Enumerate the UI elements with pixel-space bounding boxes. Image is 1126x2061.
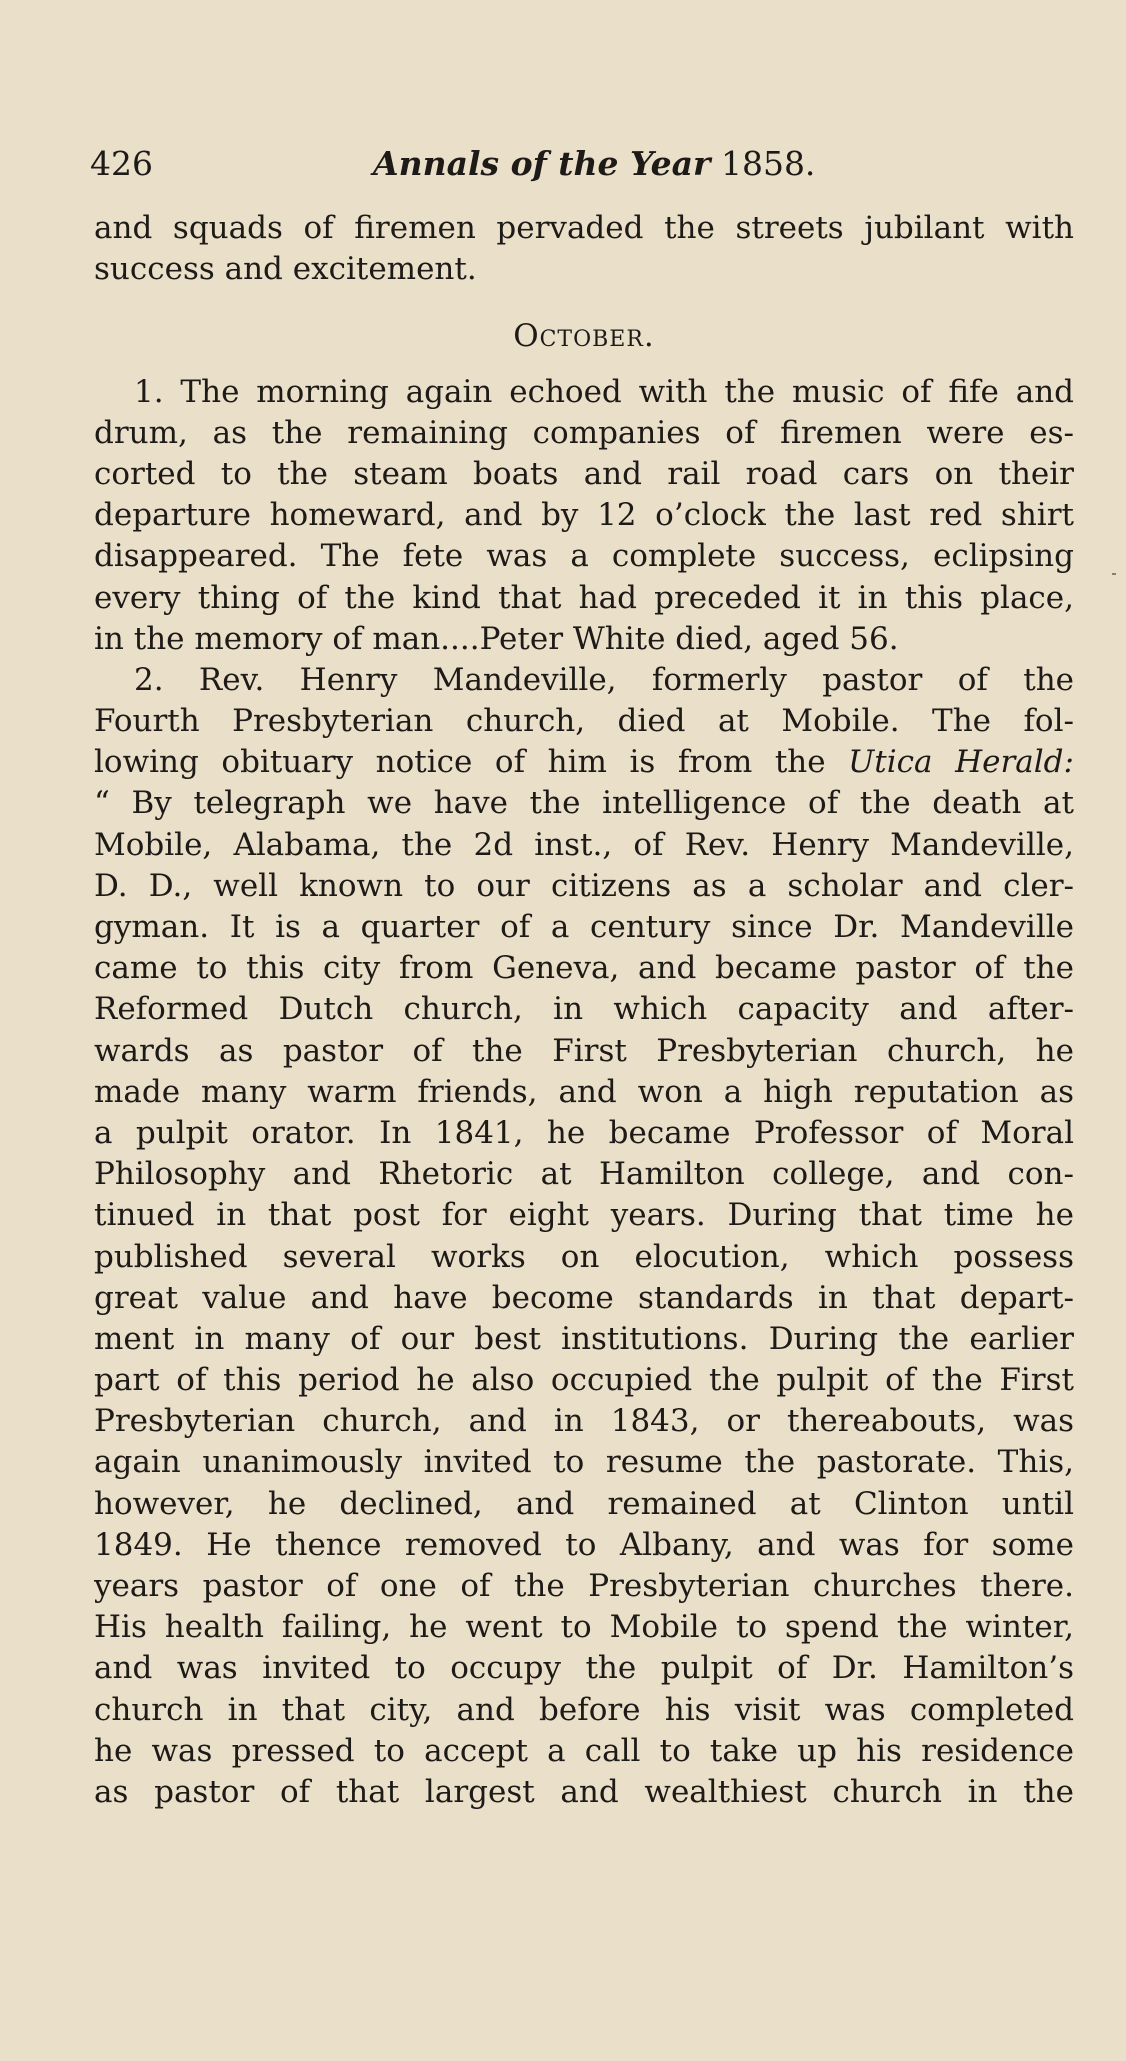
text-line: Presbyterian church, and in 1843, or thereabouts, was — [94, 1403, 1074, 1440]
page-number: 426 — [90, 144, 153, 183]
text-line: 1849. He thence removed to Albany, and was for some — [94, 1526, 1074, 1563]
running-title-year: 1858. — [720, 144, 816, 183]
text-line: he was pressed to accept a call to take up his residence — [94, 1732, 1074, 1769]
text-line: Mobile, Alabama, the 2d inst., of Rev. Henry Mandeville, — [94, 826, 1074, 863]
section-heading: October. — [513, 318, 655, 355]
text-line: drum, as the remaining companies of firemen were es- — [94, 414, 1074, 451]
text-line: D. D., well known to our citizens as a scholar and cler- — [94, 867, 1074, 904]
text-line: disappeared. The fete was a complete success, eclipsing — [94, 538, 1074, 575]
text-line: came to this city from Geneva, and became pastor of the — [94, 950, 1074, 987]
running-title — [373, 142, 815, 186]
text-line: ment in many of our best institutions. During the earlier — [94, 1320, 1074, 1357]
text-line: however, he declined, and remained at Clinton until — [94, 1485, 1074, 1522]
text-line: made many warm friends, and won a high reputation as — [94, 1073, 1074, 1110]
text-line: published several works on elocution, which possess — [94, 1238, 1074, 1275]
body-text — [94, 208, 1074, 1813]
text-line: departure homeward, and by 12 o’clock the last red shirt — [94, 497, 1074, 534]
text-line: “ By telegraph we have the intelligence of the death at — [94, 785, 1074, 822]
newspaper-title: Utica Herald: — [848, 744, 1074, 781]
text-line: every thing of the kind that had preceded it in this place, — [94, 579, 1074, 616]
text-line: Reformed Dutch church, in which capacity and after- — [94, 991, 1074, 1028]
text-line: success and excitement. — [94, 251, 477, 288]
text-line: 1. The morning again echoed with the music of fife and — [134, 373, 1074, 410]
text-fragment: lowing obituary notice of him is from the — [94, 744, 849, 781]
text-line: years pastor of one of the Presbyterian churches there. — [94, 1568, 1074, 1604]
text-line: a pulpit orator. In 1841, he became Professor of Moral — [94, 1114, 1074, 1151]
text-line: wards as pastor of the First Presbyterian church, he — [94, 1032, 1074, 1069]
text-line: part of this period he also occupied the pulpit of the First — [94, 1362, 1074, 1399]
text-line: church in that city, and before his visit was completed — [94, 1691, 1074, 1728]
text-line — [94, 742, 1074, 783]
text-line: great value and have become standards in that depart- — [94, 1279, 1074, 1316]
text-line: gyman. It is a quarter of a century since Dr. Mandeville — [94, 909, 1074, 945]
text-line: tinued in that post for eight years. During that time he — [94, 1197, 1074, 1234]
text-line: and was invited to occupy the pulpit of Dr. Hamilton’s — [94, 1650, 1074, 1687]
text-line: as pastor of that largest and wealthiest church in the — [94, 1773, 1074, 1810]
text-line: Fourth Presbyterian church, died at Mobile. The fol- — [94, 703, 1074, 740]
text-line: 2. Rev. Henry Mandeville, formerly pastor of the — [134, 661, 1074, 698]
running-header — [90, 142, 1074, 186]
margin-speck — [1112, 573, 1116, 575]
text-line: in the memory of man....Peter White died, aged 56. — [94, 620, 899, 657]
text-line: His health failing, he went to Mobile to spend the winter, — [94, 1609, 1074, 1646]
text-line: Philosophy and Rhetoric at Hamilton college, and con- — [94, 1156, 1074, 1193]
text-line: corted to the steam boats and rail road cars on their — [94, 455, 1074, 492]
text-line: and squads of firemen pervaded the streets jubilant with — [94, 210, 1074, 246]
running-title-italic: Annals of the Year — [373, 144, 711, 183]
text-line: again unanimously invited to resume the pastorate. This, — [94, 1444, 1074, 1481]
